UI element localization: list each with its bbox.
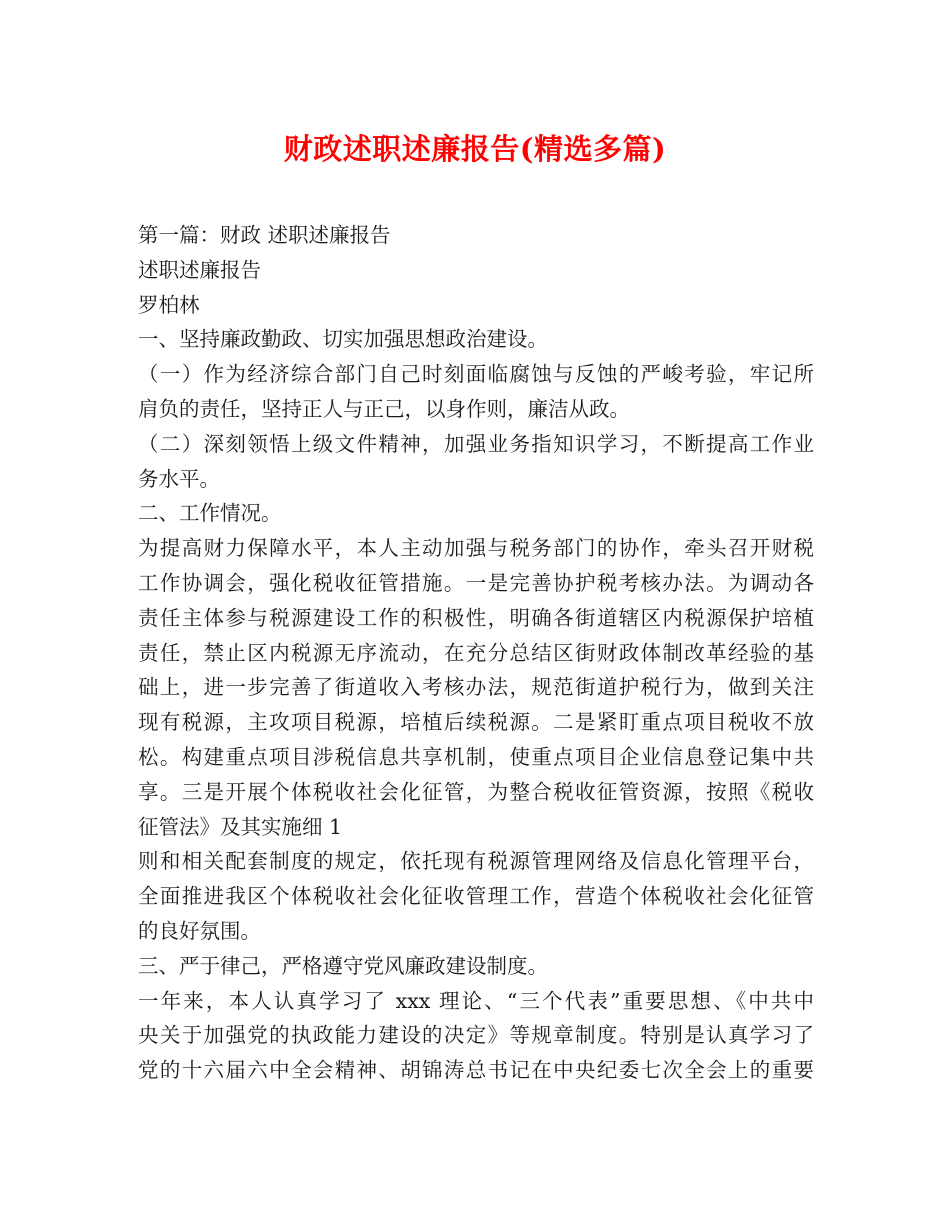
paragraph-line: 责任，禁止区内税源无序流动，在充分总结区街财政体制改革经验的基 <box>138 640 814 665</box>
section-heading: 一、坚持廉政勤政、切实加强思想政治建设。 <box>138 327 548 352</box>
author-name: 罗柏林 <box>138 292 200 317</box>
paragraph-line: 现有税源，主攻项目税源，培植后续税源。二是紧盯重点项目税收不放 <box>138 710 814 735</box>
paragraph-line: 责任主体参与税源建设工作的积极性，明确各街道辖区内税源保护培植 <box>138 605 814 630</box>
paragraph-line: 工作协调会，强化税收征管措施。一是完善协护税考核办法。为调动各 <box>138 570 814 595</box>
paragraph-line: 务水平。 <box>138 466 220 491</box>
paragraph-line: 则和相关配套制度的规定，依托现有税源管理网络及信息化管理平台， <box>138 849 814 874</box>
paragraph-line: 肩负的责任，坚持正人与正己，以身作则，廉洁从政。 <box>138 396 630 421</box>
paragraph-line: 央关于加强党的执政能力建设的决定》等规章制度。特别是认真学习了 <box>138 1023 814 1048</box>
section-heading: 第一篇：财政 述职述廉报告 <box>138 223 391 247</box>
paragraph-line: 础上，进一步完善了街道收入考核办法，规范街道护税行为，做到关注 <box>138 675 814 700</box>
paragraph-line: 党的十六届六中全会精神、胡锦涛总书记在中央纪委七次全会上的重要 <box>138 1058 814 1083</box>
paragraph-line: 为提高财力保障水平，本人主动加强与税务部门的协作，牵头召开财税 <box>138 536 814 561</box>
section-heading: 二、工作情况。 <box>138 501 282 526</box>
document-body <box>138 218 814 1088</box>
paragraph-line: 享。三是开展个体税收社会化征管，为整合税收征管资源，按照《税收 <box>138 779 814 804</box>
report-subtitle: 述职述廉报告 <box>138 257 261 282</box>
paragraph-line: 征管法》及其实施细 1 <box>138 814 343 839</box>
paragraph-line: 松。构建重点项目涉税信息共享机制，使重点项目企业信息登记集中共 <box>138 744 814 769</box>
paragraph-line: 的良好氛围。 <box>138 918 261 943</box>
paragraph-line: （一）作为经济综合部门自己时刻面临腐蚀与反蚀的严峻考验，牢记所 <box>138 362 814 387</box>
document-title: 财政述职述廉报告(精选多篇) <box>283 132 667 166</box>
section-heading: 三、严于律己，严格遵守党风廉政建设制度。 <box>138 953 548 978</box>
paragraph-line: 一年来，本人认真学习了 xxx 理论、“三个代表”重要思想、《中共中 <box>138 988 814 1013</box>
paragraph-line: （二）深刻领悟上级文件精神，加强业务指知识学习，不断提高工作业 <box>138 431 814 456</box>
paragraph-line: 全面推进我区个体税收社会化征收管理工作，营造个体税收社会化征管 <box>138 884 814 909</box>
